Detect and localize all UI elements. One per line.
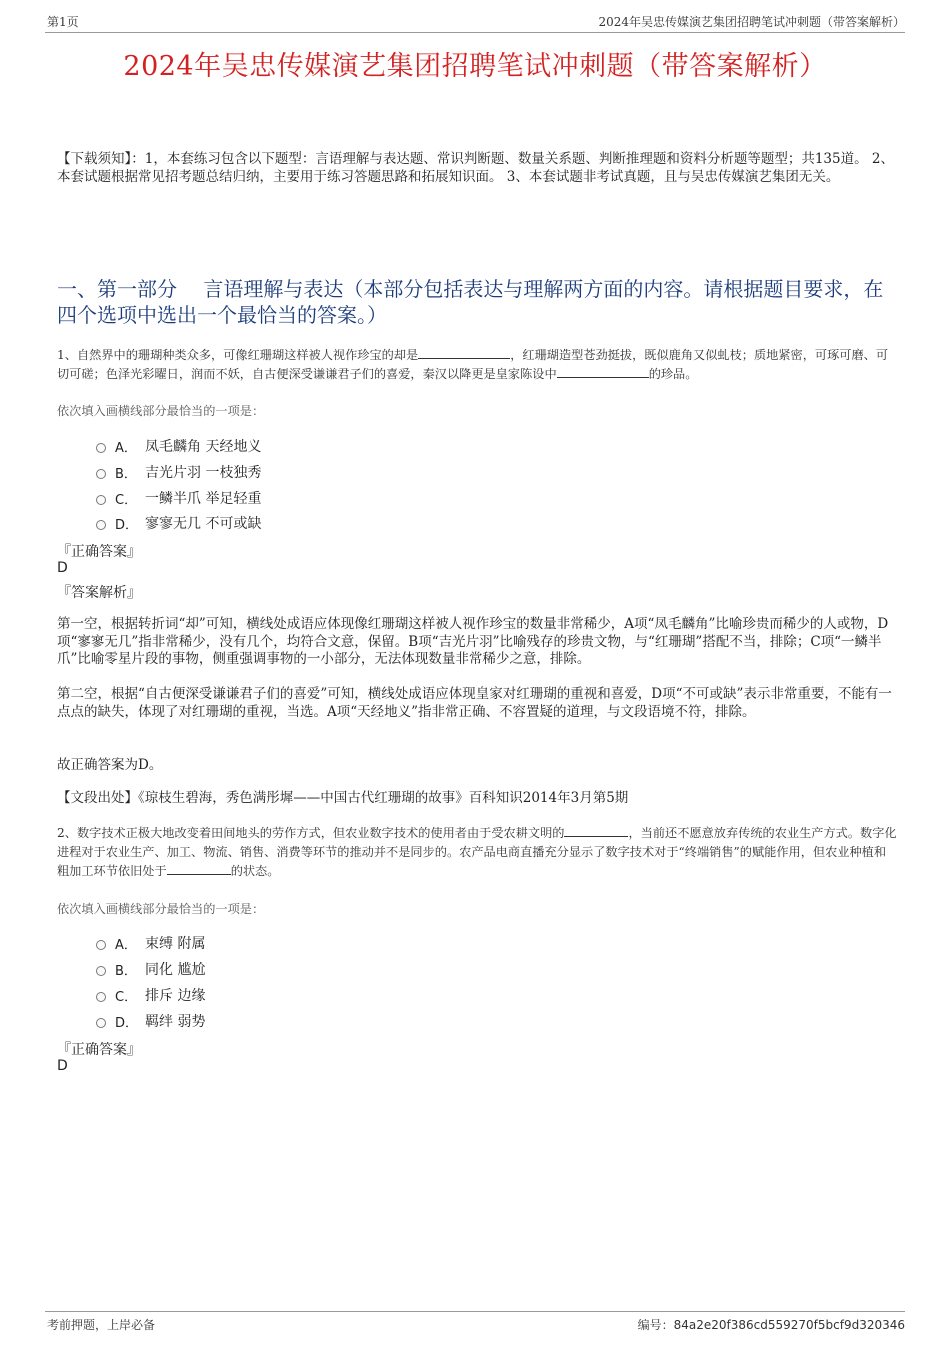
blank-1 <box>564 824 628 837</box>
radio-icon[interactable] <box>96 940 106 950</box>
question-1-text-part-c: 的珍品。 <box>648 367 698 381</box>
header-divider <box>45 32 905 33</box>
download-notice: 【下载须知】：1，本套练习包含以下题型：言语理解与表达题、常识判断题、数量关系题、判断推理题和资料分析题等题型；共135道。 2、本套试题根据常见招考题总结归纳，主要用于练习答题思路和拓展知识面。 3、本套试题非考试真题，且与吴忠传媒演艺集团无关。 <box>57 151 894 185</box>
option-letter: C． <box>115 492 138 508</box>
option-text: 寥寥无几 不可或缺 <box>145 516 262 532</box>
option-letter: B． <box>115 466 137 482</box>
option-text: 羁绊 弱势 <box>145 1014 206 1030</box>
footer-code <box>638 1316 905 1333</box>
question-2-option-d[interactable] <box>96 1011 205 1031</box>
question-1-prompt: 依次填入画横线部分最恰当的一项是： <box>57 404 265 418</box>
footer-code-value: 84a2e20f386cd559270f5bcf9d320346 <box>673 1318 905 1332</box>
option-letter: B． <box>115 963 137 979</box>
question-1-text <box>57 346 897 384</box>
analysis-paragraph-2: 第二空，根据“自古便深受谦谦君子们的喜爱”可知，横线处成语应体现皇家对红珊瑚的重视和喜爱，D项“不可或缺”表示非常重要，不能有一点点的缺失，体现了对红珊瑚的重视，当选。A项“天经地义”指非常正确、不容置疑的道理，与文段语境不符，排除。 <box>57 686 892 720</box>
analysis-label: 『答案解析』 <box>57 585 141 601</box>
radio-icon[interactable] <box>96 992 106 1002</box>
correct-answer: D <box>57 560 68 576</box>
question-2-option-b[interactable] <box>96 959 205 979</box>
blank-2 <box>557 365 649 378</box>
radio-icon[interactable] <box>96 1018 106 1028</box>
radio-icon[interactable] <box>96 469 106 479</box>
question-1-option-d[interactable] <box>96 513 261 533</box>
header-doc-title: 2024年吴忠传媒演艺集团招聘笔试冲刺题（带答案解析） <box>598 15 905 29</box>
option-text: 同化 尴尬 <box>145 962 206 978</box>
blank-2 <box>167 862 231 875</box>
option-text: 吉光片羽 一枝独秀 <box>145 465 262 481</box>
page-number: 第1页 <box>47 15 79 29</box>
option-text: 凤毛麟角 天经地义 <box>145 439 262 455</box>
option-letter: D． <box>115 517 139 533</box>
question-1-option-b[interactable] <box>96 462 261 482</box>
option-letter: A． <box>115 440 137 456</box>
correct-answer: D <box>57 1058 68 1074</box>
footer-divider <box>45 1311 905 1312</box>
option-letter: D． <box>115 1015 139 1031</box>
question-2-option-c[interactable] <box>96 985 205 1005</box>
question-1-option-c[interactable] <box>96 488 261 508</box>
question-1-option-a[interactable] <box>96 436 261 456</box>
blank-1 <box>418 346 510 359</box>
radio-icon[interactable] <box>96 443 106 453</box>
option-letter: C． <box>115 989 138 1005</box>
option-letter: A． <box>115 937 137 953</box>
footer-slogan: 考前押题，上岸必备 <box>47 1318 156 1332</box>
correct-answer-label: 『正确答案』 <box>57 1042 141 1058</box>
question-2-text-part-c: 的状态。 <box>230 864 280 878</box>
radio-icon[interactable] <box>96 966 106 976</box>
analysis-conclusion: 故正确答案为D。 <box>57 757 163 773</box>
radio-icon[interactable] <box>96 520 106 530</box>
analysis-paragraph-1: 第一空，根据转折词“却”可知，横线处成语应体现像红珊瑚这样被人视作珍宝的数量非常稀少，A项“凤毛麟角”比喻珍贵而稀少的人或物，D项“寥寥无几”指非常稀少，没有几个，均符合文意，保留。B项“吉光片羽”比喻残存的珍贵文物，与“红珊瑚”搭配不当，排除；C项“一鳞半爪”比喻零星片段的事物，侧重强调事物的一小部分，无法体现数量非常稀少之意，排除。 <box>57 616 889 667</box>
page-title: 2024年吴忠传媒演艺集团招聘笔试冲刺题（带答案解析） <box>123 51 827 82</box>
question-2-text <box>57 824 897 881</box>
question-2-text-part-a: 2、数字技术正极大地改变着田间地头的劳作方式，但农业数字技术的使用者由于受农耕文明的 <box>57 826 565 840</box>
question-2-text-part-b: ，当前还不愿意放弃传统的农业生产方式。数字化进程对于农业生产、加工、物流、销售、消费等环节的推动并不是同步的。农产品电商直播充分显示了数字技术对于“终端销售”的赋能作用，但农业种植和粗加工环节依旧处于 <box>57 826 897 878</box>
question-2-option-a[interactable] <box>96 933 205 953</box>
option-text: 排斥 边缘 <box>145 988 206 1004</box>
option-text: 一鳞半爪 举足轻重 <box>145 491 262 507</box>
correct-answer-label: 『正确答案』 <box>57 544 141 560</box>
radio-icon[interactable] <box>96 495 106 505</box>
source-citation: 【文段出处】《琼枝生碧海，秀色满彤墀——中国古代红珊瑚的故事》百科知识2014年3月第5期 <box>57 790 629 806</box>
question-2-prompt: 依次填入画横线部分最恰当的一项是： <box>57 902 265 916</box>
question-1-text-part-b: ，红珊瑚造型苍劲挺拔，既似鹿角又似虬枝；质地紧密，可琢可磨、可切可磋；色泽光彩曜日，润而不妖，自古便深受谦谦君子们的喜爱，秦汉以降更是皇家陈设中 <box>57 348 889 381</box>
section-heading: 一、第一部分 言语理解与表达（本部分包括表达与理解两方面的内容。请根据题目要求，在四个选项中选出一个最恰当的答案。） <box>57 277 884 327</box>
option-text: 束缚 附属 <box>145 936 206 952</box>
footer-code-label: 编号： <box>637 1318 674 1332</box>
question-1-text-part-a: 1、自然界中的珊瑚种类众多，可像红珊瑚这样被人视作珍宝的却是 <box>57 348 419 362</box>
